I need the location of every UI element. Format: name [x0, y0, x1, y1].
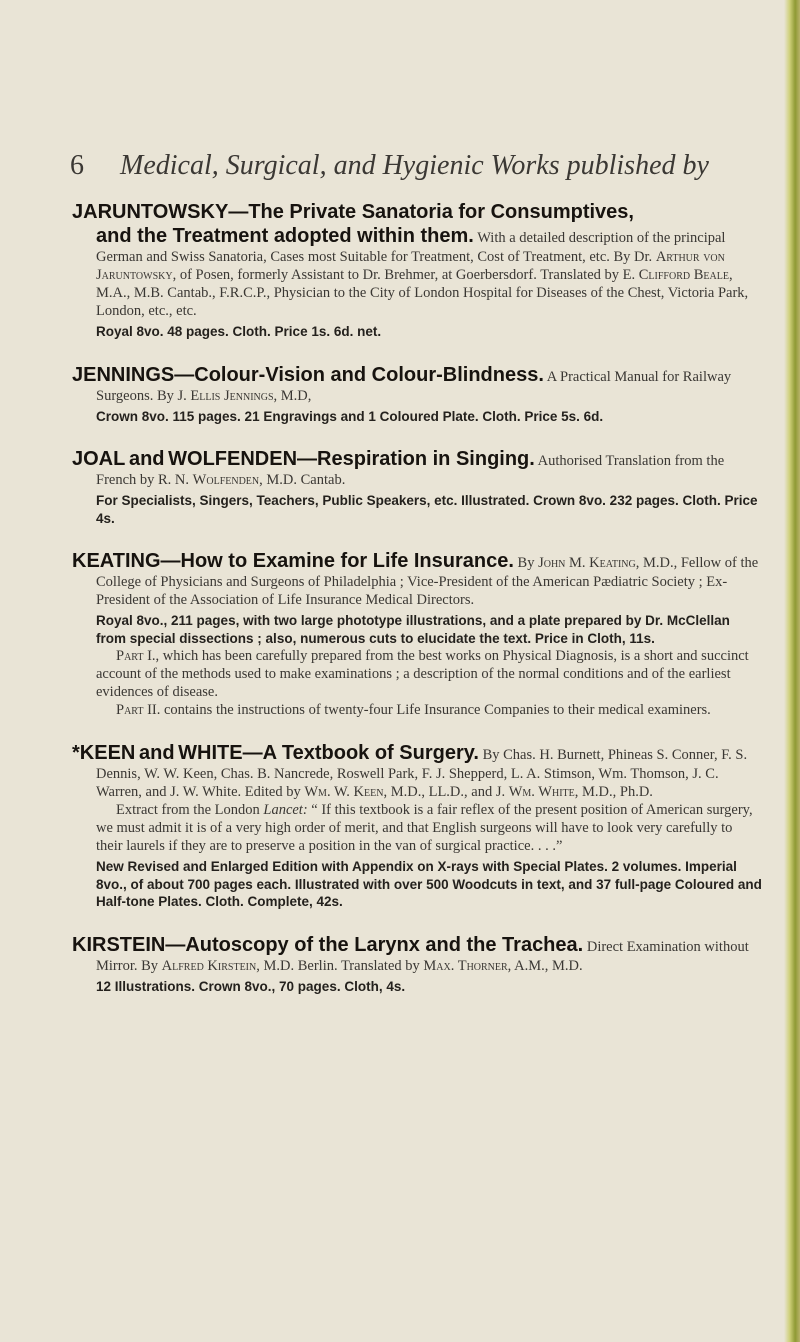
entry-description: KIRSTEIN—Autoscopy of the Larynx and the Trachea. Direct Examination without Mirror. By Alfred Kirstein, M.D. Berlin. Translated by Max. Thorner, A.M., M.D.: [72, 933, 749, 974]
author-name: Arthur von Jaruntowsky,: [96, 249, 725, 283]
catalogue-entry: [72, 741, 762, 911]
entry-publication-details: Crown 8vo. 115 pages. 21 Engravings and 1 Coloured Plate. Cloth. Price 5s. 6d.: [96, 408, 604, 424]
entry-title: The Private Sanatoria for Consumptives,: [248, 201, 634, 223]
entry-part-one: Part I., which has been carefully prepared from the best works on Physical Diagnosis, is a short and succinct account of the methods used to make examinations ; a description of the normal conditions and of the earliest evidences of disease.: [96, 648, 749, 700]
entry-author: KIRSTEIN: [72, 933, 166, 956]
entry-author: JARUNTOWSKY: [72, 201, 229, 223]
entry-author: *KEEN: [72, 742, 136, 764]
entry-author: KEATING: [72, 550, 161, 572]
translator-name: Clifford Beale,: [638, 267, 733, 283]
entry-title: Colour-Vision and Colour-Blindness.: [194, 363, 544, 386]
entry-publication-details: For Specialists, Singers, Teachers, Public Speakers, etc. Illustrated. Crown 8vo. 232 pages. Cloth. Price 4s.: [96, 493, 758, 526]
entry-author: JOAL: [72, 448, 126, 470]
editor-name: Wm. W. Keen,: [304, 784, 388, 800]
catalogue-entries: [72, 200, 762, 1017]
catalogue-entry: [72, 933, 762, 996]
running-head-title: Medical, Surgical, and Hygienic Works published by: [120, 150, 709, 181]
catalogue-entry: [72, 363, 762, 426]
entry-title: Respiration in Singing.: [317, 448, 535, 470]
entry-publication-details: Royal 8vo., 211 pages, with two large phototype illustrations, and a plate prepared by Dr. McClellan from special dissections ; also, numerous cuts to elucidate the text. Price in Cloth, 11s.: [96, 613, 730, 646]
entry-title-cont: and the Treatment adopted within them.: [96, 225, 474, 247]
page-edge: [784, 0, 800, 1342]
entry-title: A Textbook of Surgery.: [262, 742, 479, 764]
author-name: Alfred Kirstein,: [161, 957, 260, 974]
entry-author-2: WOLFENDEN: [168, 448, 298, 470]
entry-description: and the Treatment adopted within them. With a detailed description of the principal German and Swiss Sanatoria, Cases most Suitable for Treatment, Cost of Treatment, etc. By Dr. Arthur von Jaruntowsky, of Posen, formerly Assistant to Dr. Brehmer, at Goerbersdorf. Translated by E. Clifford Beale, M.A., M.B. Cantab., F.R.C.P., Physician to the City of London Hospital for Diseases of the Chest, Victoria Park, London, etc., etc.: [96, 225, 749, 319]
entry-description: *KEEN and WHITE—A Textbook of Surgery. By Chas. H. Burnett, Phineas S. Conner, F. S. Dennis, W. W. Keen, Chas. B. Nancrede, Roswell Park, F. J. Shepperd, L. A. Stimson, Wm. Thomson, J. C. Warren, and J. W. White. Edited by Wm. W. Keen, M.D., LL.D., and J. Wm. White, M.D., Ph.D.: [72, 742, 748, 800]
entry-description: JENNINGS—Colour-Vision and Colour-Blindness. A Practical Manual for Railway Surgeons. By J. Ellis Jennings, M.D,: [72, 363, 732, 404]
running-head: [70, 150, 770, 182]
review-source: Lancet:: [263, 802, 308, 818]
entry-publication-details: 12 Illustrations. Crown 8vo., 70 pages. Cloth, 4s.: [96, 978, 406, 994]
entry-review-extract: Extract from the London Lancet: “ If this textbook is a fair reflex of the present position of American surgery, we must admit it is of a very high order of merit, and that English surgeons will have to look very carefully to their laurels if they are to preserve a position in the van of surgical practice. . . .”: [96, 802, 753, 854]
editor-name: Wm. White,: [508, 784, 579, 800]
catalogue-entry: [72, 200, 762, 341]
author-name: Ellis Jennings,: [190, 387, 278, 404]
entry-description: KEATING—How to Examine for Life Insurance. By John M. Keating, M.D., Fellow of the College of Physicians and Surgeons of Philadelphia ; Vice-President of the American Pædiatric Society ; Ex-President of the Association of Life Insurance Medical Directors.: [72, 550, 759, 608]
entry-author-2: WHITE: [178, 742, 243, 764]
entry-publication-details: New Revised and Enlarged Edition with Appendix on X-rays with Special Plates. 2 volumes. Imperial 8vo., of about 700 pages each. Illustrated with over 500 Woodcuts in text, and 37 full-page Coloured and Half-tone Plates. Cloth. Complete, 42s.: [96, 859, 762, 909]
translator-name: Wolfenden,: [192, 472, 263, 488]
entry-part-two: Part II. contains the instructions of twenty-four Life Insurance Companies to their medical examiners.: [116, 702, 711, 718]
entry-title: How to Examine for Life Insurance.: [180, 550, 514, 572]
translator-name: Max. Thorner,: [423, 957, 512, 974]
page-number: 6: [70, 150, 84, 181]
entry-description: JOAL and WOLFENDEN—Respiration in Singing. Authorised Translation from the French by R. N. Wolfenden, M.D. Cantab.: [72, 448, 725, 488]
entry-author: JENNINGS: [72, 363, 175, 386]
entry-title: Autoscopy of the Larynx and the Trachea.: [185, 933, 584, 956]
entry-publication-details: Royal 8vo. 48 pages. Cloth. Price 1s. 6d. net.: [96, 324, 382, 339]
catalogue-entry: [72, 549, 762, 719]
entry-heading: JARUNTOWSKY—The Private Sanatoria for Consumptives,: [72, 201, 634, 223]
author-name: John: [538, 555, 566, 571]
catalogue-entry: [72, 447, 762, 527]
